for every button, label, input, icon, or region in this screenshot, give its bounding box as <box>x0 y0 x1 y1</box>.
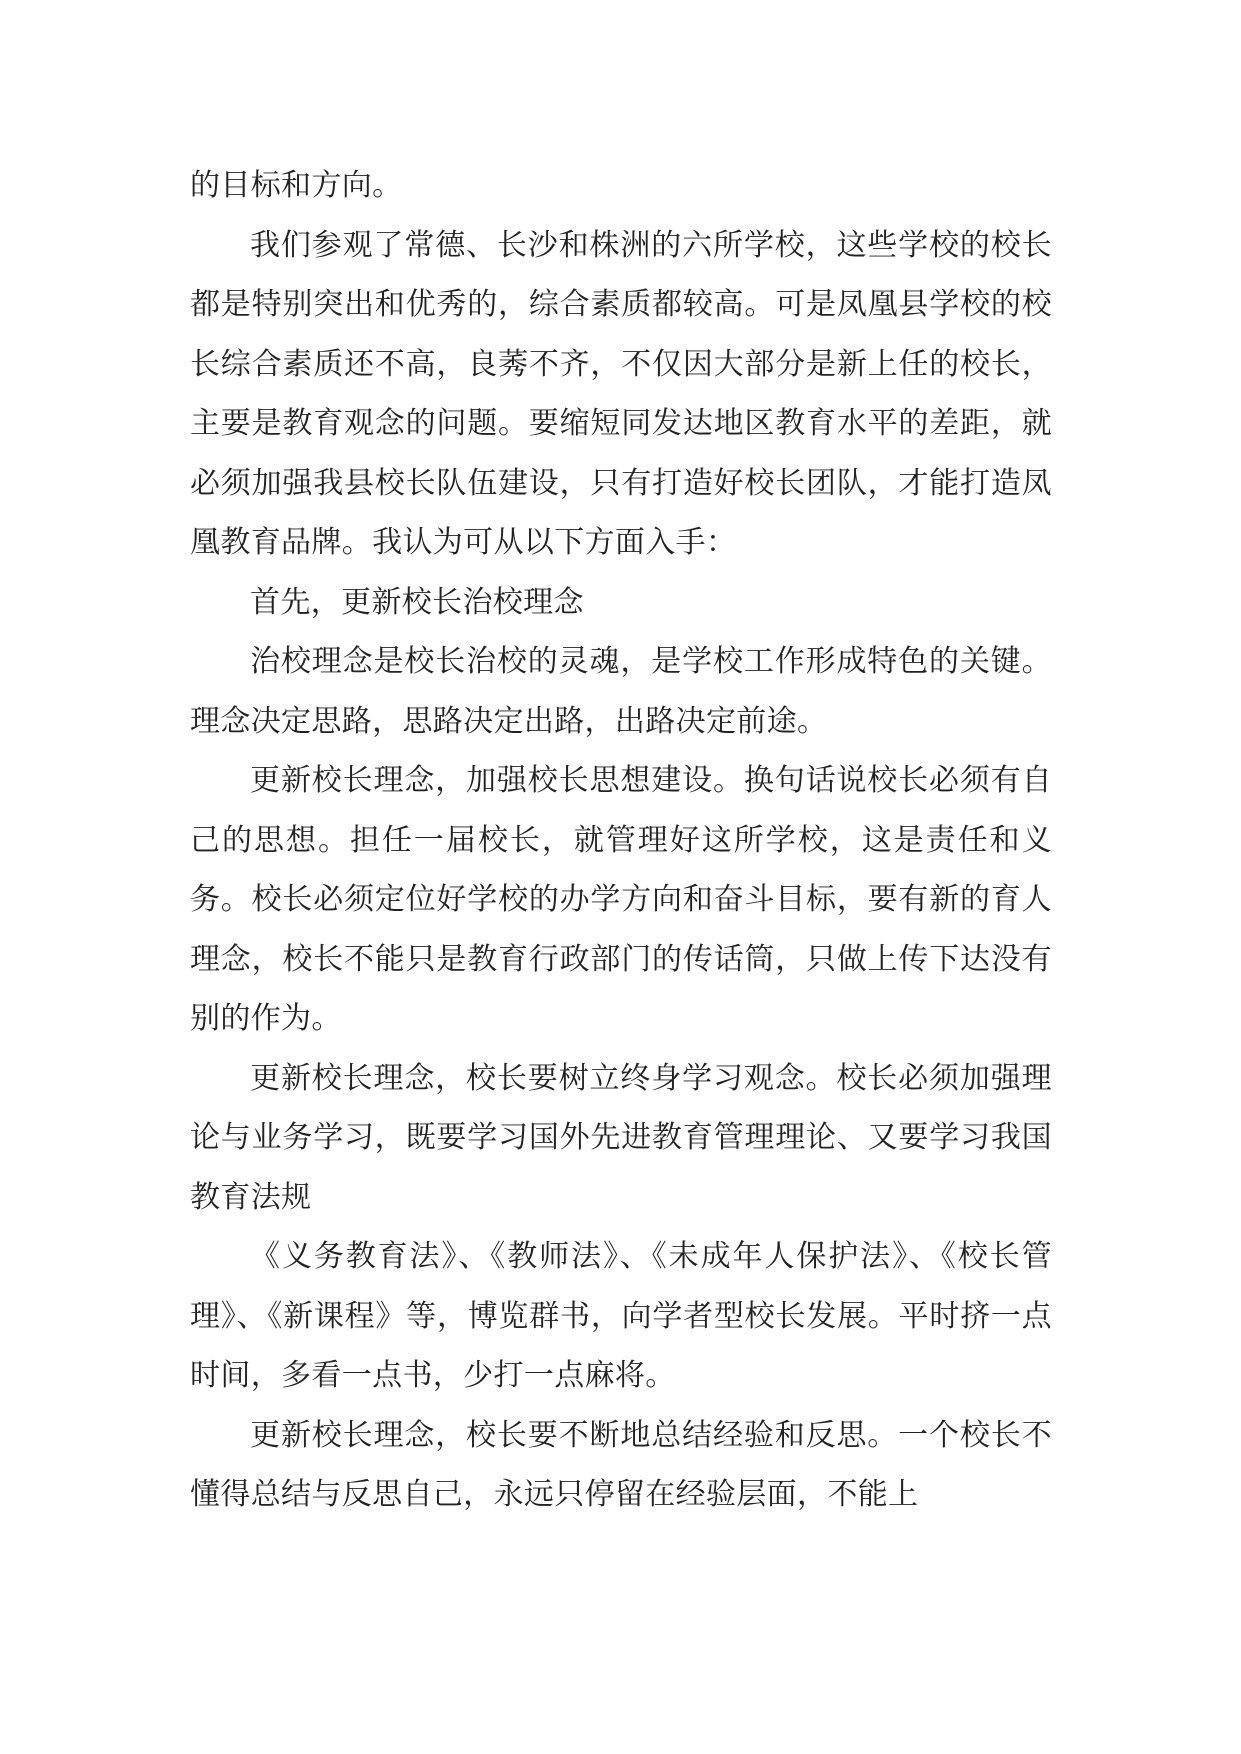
paragraph-philosophy: 治校理念是校长治校的灵魂，是学校工作形成特色的关键。理念决定思路，思路决定出路，出路决定前途。 <box>190 644 1052 739</box>
section-heading: 首先，更新校长治校理念 <box>250 584 584 620</box>
paragraph-continuation: 的目标和方向。 <box>190 168 403 203</box>
document-body <box>190 156 1052 1525</box>
paragraph-learning: 更新校长理念，校长要树立终身学习观念。校长必须加强理论与业务学习，既要学习国外先进教育管理理论、又要学习我国教育法规 <box>190 1060 1052 1215</box>
paragraph-visit: 我们参观了常德、长沙和株洲的六所学校，这些学校的校长都是特别突出和优秀的，综合素质都较高。可是凤凰县学校的校长综合素质还不高，良莠不齐，不仅因大部分是新上任的校长，主要是教育观念的问题。要缩短同发达地区教育水平的差距，就必须加强我县校长队伍建设，只有打造好校长团队，才能打造凤凰教育品牌。我认为可从以下方面入手： <box>190 227 1052 560</box>
paragraph-thought: 更新校长理念，加强校长思想建设。换句话说校长必须有自己的思想。担任一届校长，就管理好这所学校，这是责任和义务。校长必须定位好学校的办学方向和奋斗目标，要有新的育人理念，校长不能只是教育行政部门的传话筒，只做上传下达没有别的作为。 <box>190 763 1052 1036</box>
paragraph-reflection: 更新校长理念，校长要不断地总结经验和反思。一个校长不懂得总结与反思自己，永远只停留在经验层面，不能上 <box>190 1417 1052 1512</box>
paragraph-laws: 《义务教育法》、《教师法》、《未成年人保护法》、《校长管理》、《新课程》等，博览群书，向学者型校长发展。平时挤一点时间，多看一点书，少打一点麻将。 <box>190 1239 1052 1393</box>
